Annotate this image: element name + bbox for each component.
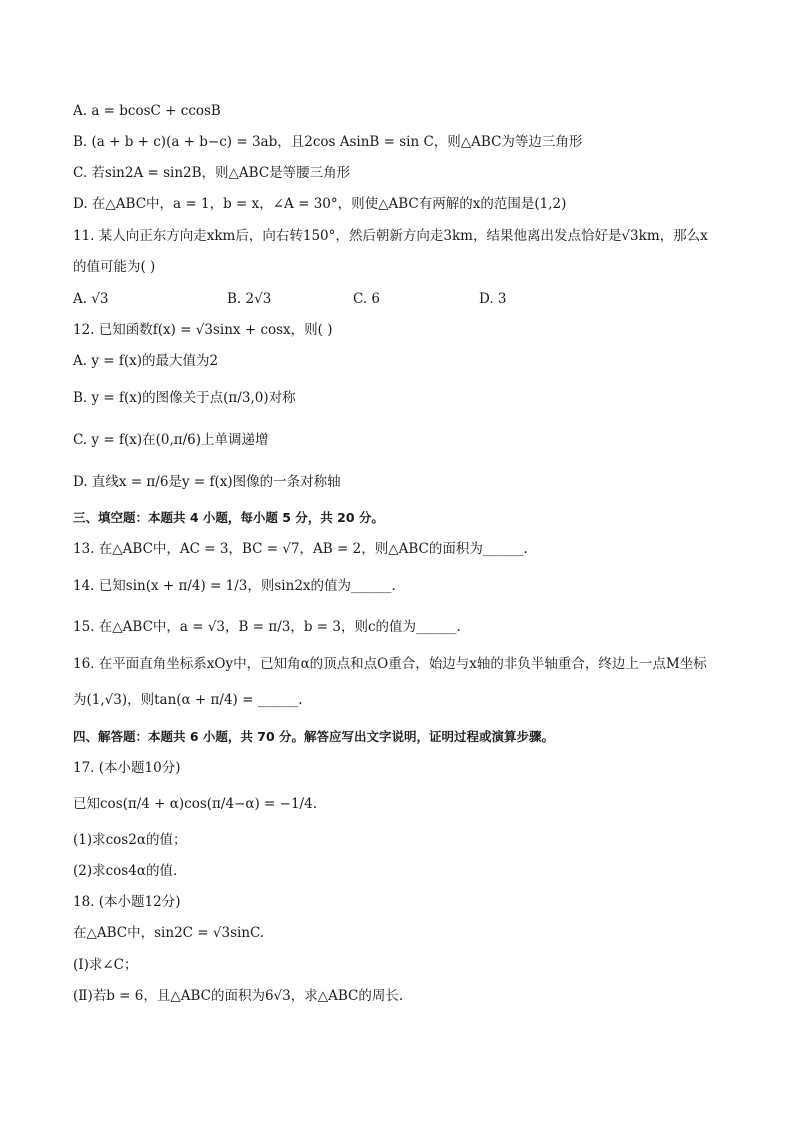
q11-option-a: A. √3 — [73, 291, 109, 307]
q10-option-d: D. 在△ABC中，a = 1，b = x，∠A = 30°，则使△ABC有两解的x的范围是(1,2) — [73, 196, 567, 212]
q18-part2: (Ⅱ)若b = 6，且△ABC的面积为6√3，求△ABC的周长. — [73, 988, 404, 1004]
q10-option-b: B. (a + b + c)(a + b−c) = 3ab，且2cos AsinB = sin C，则△ABC为等边三角形 — [73, 134, 583, 150]
section4-header: 四、解答题：本题共 6 小题，共 70 分。解答应写出文字说明，证明过程或演算步骤。 — [73, 729, 555, 744]
q12-option-b: B. y = f(x)的图像关于点(π/3,0)对称 — [73, 390, 296, 406]
q17-part1: (1)求cos2α的值； — [73, 832, 187, 848]
q18-given: 在△ABC中，sin2C = √3sinC. — [73, 925, 265, 941]
q11-option-b: B. 2√3 — [227, 291, 272, 307]
q11-options — [73, 289, 733, 311]
q18-part1: (Ⅰ)求∠C； — [73, 957, 138, 973]
q17-part2: (2)求cos4α的值. — [73, 863, 178, 879]
q17-given: 已知cos(π/4 + α)cos(π/4−α) = −1/4. — [73, 796, 317, 812]
q14: 14. 已知sin(x + π/4) = 1/3，则sin2x的值为______. — [73, 578, 396, 594]
q16-stem-line1: 16. 在平面直角坐标系xOy中，已知角α的顶点和点O重合，始边与x轴的非负半轴重合，终边上一点M坐标 — [73, 656, 707, 672]
section3-header: 三、填空题：本题共 4 小题，每小题 5 分，共 20 分。 — [73, 510, 384, 525]
q11-stem-line1: 11. 某人向正东方向走xkm后，向右转150°，然后朝新方向走3km，结果他离出发点恰好是√3km，那么x — [73, 228, 708, 244]
q13: 13. 在△ABC中，AC = 3，BC = √7，AB = 2，则△ABC的面积为______. — [73, 541, 528, 557]
q18-title: 18. (本小题12分) — [73, 894, 181, 910]
q11-option-d: D. 3 — [479, 291, 507, 307]
q15: 15. 在△ABC中，a = √3，B = π/3，b = 3，则c的值为______. — [73, 619, 461, 635]
q16-stem-line2: 为(1,√3)，则tan(α + π/4) = ______. — [73, 692, 303, 708]
q11-stem-line2: 的值可能为( ) — [73, 259, 156, 275]
q17-title: 17. (本小题10分) — [73, 760, 181, 776]
q12-option-c: C. y = f(x)在(0,π/6)上单调递增 — [73, 432, 269, 448]
q10-option-c: C. 若sin2A = sin2B，则△ABC是等腰三角形 — [73, 165, 351, 181]
q12-option-a: A. y = f(x)的最大值为2 — [73, 353, 219, 369]
q10-option-a: A. a = bcosC + ccosB — [73, 103, 221, 119]
q11-option-c: C. 6 — [353, 291, 381, 307]
q12-stem: 12. 已知函数f(x) = √3sinx + cosx，则( ) — [73, 322, 333, 338]
q12-option-d: D. 直线x = π/6是y = f(x)图像的一条对称轴 — [73, 474, 341, 490]
